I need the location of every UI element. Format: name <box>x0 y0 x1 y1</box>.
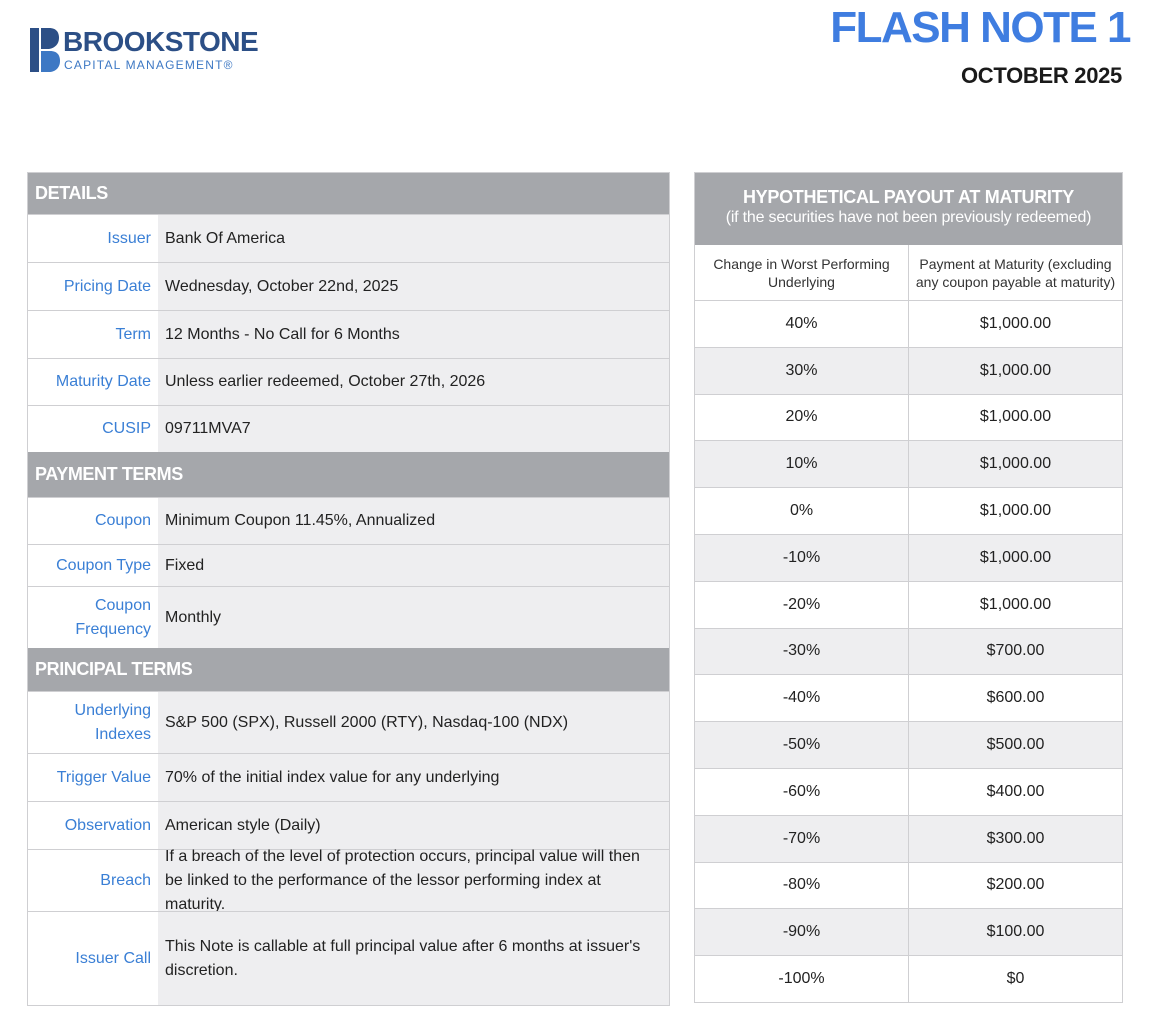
payment-cell: $1,000.00 <box>979 314 1052 332</box>
detail-row-observation <box>28 801 669 849</box>
table-row <box>695 488 1122 535</box>
change-cell: -30% <box>695 629 909 675</box>
payment-cell: $600.00 <box>986 689 1045 707</box>
detail-row-trigger-value <box>28 753 669 801</box>
row-value: Unless earlier redeemed, October 27th, 2026 <box>158 359 669 405</box>
section-header-principal-terms: PRINCIPAL TERMS <box>28 648 669 691</box>
change-cell: -10% <box>695 535 909 581</box>
change-cell: 0% <box>695 488 909 534</box>
payment-cell: $1,000.00 <box>979 548 1052 566</box>
document-title: FLASH NOTE 1 <box>830 3 1130 52</box>
payment-cell: $200.00 <box>986 876 1045 894</box>
detail-row-breach <box>28 849 669 911</box>
change-cell: -20% <box>695 582 909 628</box>
row-label: Pricing Date <box>28 263 158 310</box>
change-cell: -80% <box>695 863 909 909</box>
row-label: Coupon Frequency <box>28 587 158 648</box>
change-cell: -90% <box>695 909 909 955</box>
payment-cell: $1,000.00 <box>979 408 1052 426</box>
details-table <box>27 172 670 1006</box>
row-value: This Note is callable at full principal value after 6 months at issuer's discretion. <box>158 912 669 1005</box>
table-row <box>695 816 1122 863</box>
row-value: 12 Months - No Call for 6 Months <box>158 311 669 358</box>
section-header-details: DETAILS <box>28 173 669 214</box>
table-row <box>695 769 1122 816</box>
change-cell: -50% <box>695 722 909 768</box>
detail-row-underlying-indexes <box>28 691 669 753</box>
row-label: Underlying Indexes <box>28 692 158 753</box>
column-header-payment: Payment at Maturity (excluding any coupon payable at maturity) <box>915 255 1116 290</box>
payment-cell: $300.00 <box>986 829 1045 847</box>
change-cell: -60% <box>695 769 909 815</box>
payment-cell: $1,000.00 <box>979 502 1052 520</box>
payment-cell: $700.00 <box>986 642 1045 660</box>
table-row <box>695 675 1122 722</box>
payment-cell: $1,000.00 <box>979 455 1052 473</box>
change-cell: -100% <box>695 956 909 1002</box>
detail-row-coupon <box>28 497 669 544</box>
brookstone-logo-icon <box>30 28 60 72</box>
detail-row-pricing-date <box>28 262 669 310</box>
row-value: S&P 500 (SPX), Russell 2000 (RTY), Nasdaq-100 (NDX) <box>158 692 669 753</box>
change-cell: 20% <box>695 395 909 441</box>
table-row <box>695 909 1122 956</box>
table-row <box>695 863 1122 910</box>
table-row <box>695 535 1122 582</box>
row-value: Monthly <box>158 587 669 648</box>
detail-row-term <box>28 310 669 358</box>
table-row <box>695 956 1122 1002</box>
row-label: Term <box>28 311 158 358</box>
row-label: Issuer <box>28 215 158 262</box>
table-row <box>695 629 1122 676</box>
row-label: Issuer Call <box>28 912 158 1005</box>
payment-cell: $1,000.00 <box>979 361 1052 379</box>
document-date: OCTOBER 2025 <box>960 63 1122 88</box>
payout-title: HYPOTHETICAL PAYOUT AT MATURITY <box>742 187 1075 207</box>
table-row <box>695 348 1122 395</box>
row-value: Fixed <box>158 545 669 586</box>
detail-row-maturity-date <box>28 358 669 405</box>
row-label: CUSIP <box>28 406 158 452</box>
payout-header <box>695 173 1122 245</box>
payment-cell: $400.00 <box>986 782 1045 800</box>
row-value: Wednesday, October 22nd, 2025 <box>158 263 669 310</box>
row-value: If a breach of the level of protection occurs, principal value will then be linked to the performance of the lessor performing index at maturity. <box>158 850 669 911</box>
detail-row-coupon-type <box>28 544 669 586</box>
change-cell: -40% <box>695 675 909 721</box>
row-value: Bank Of America <box>158 215 669 262</box>
change-cell: -70% <box>695 816 909 862</box>
detail-row-issuer <box>28 214 669 262</box>
row-label: Coupon Type <box>28 545 158 586</box>
row-value: American style (Daily) <box>158 802 669 849</box>
change-cell: 30% <box>695 348 909 394</box>
row-label: Trigger Value <box>28 754 158 801</box>
section-header-payment-terms: PAYMENT TERMS <box>28 452 669 497</box>
row-label: Breach <box>28 850 158 911</box>
row-value: 09711MVA7 <box>158 406 669 452</box>
change-cell: 10% <box>695 441 909 487</box>
row-label: Maturity Date <box>28 359 158 405</box>
row-value: 70% of the initial index value for any underlying <box>158 754 669 801</box>
brand-name: BROOKSTONE <box>63 26 259 57</box>
detail-row-cusip <box>28 405 669 452</box>
table-row <box>695 301 1122 348</box>
table-row <box>695 441 1122 488</box>
payout-table <box>694 172 1123 1003</box>
brand-logo <box>30 26 259 76</box>
payment-cell: $1,000.00 <box>979 595 1052 613</box>
brand-subtitle: CAPITAL MANAGEMENT® <box>64 58 234 72</box>
table-row <box>695 582 1122 629</box>
payment-cell: $500.00 <box>986 736 1045 754</box>
detail-row-coupon-frequency <box>28 586 669 648</box>
row-value: Minimum Coupon 11.45%, Annualized <box>158 498 669 544</box>
payment-cell: $0 <box>1006 970 1025 988</box>
change-cell: 40% <box>695 301 909 347</box>
table-row <box>695 395 1122 442</box>
row-label: Coupon <box>28 498 158 544</box>
column-header-change: Change in Worst Performing Underlying <box>695 245 909 300</box>
payout-column-headers <box>695 245 1122 301</box>
table-row <box>695 722 1122 769</box>
detail-row-issuer-call <box>28 911 669 1005</box>
row-label: Observation <box>28 802 158 849</box>
payout-subtitle: (if the securities have not been previously redeemed) <box>725 209 1092 226</box>
payment-cell: $100.00 <box>986 923 1045 941</box>
